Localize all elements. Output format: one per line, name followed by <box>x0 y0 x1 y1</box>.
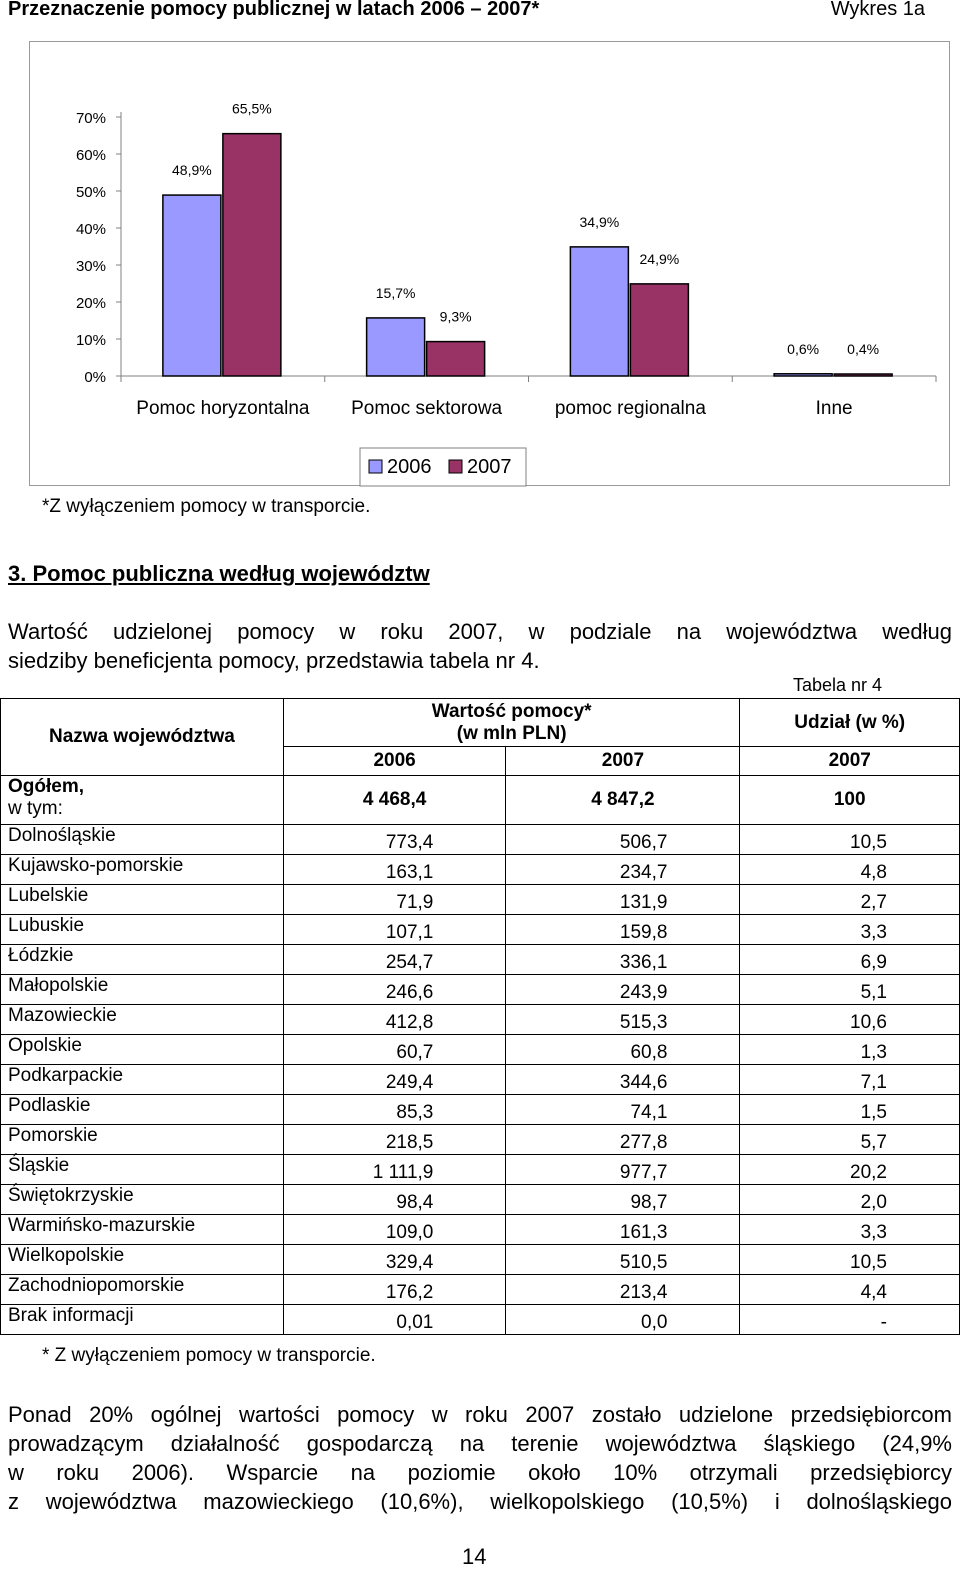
value-2007-cell: 161,3 <box>506 1215 740 1245</box>
header-aid-value <box>283 699 740 747</box>
paragraph-line: w roku 2006). Wsparcie na poziomie około 10% otrzymali przedsiębiorcy <box>8 1460 952 1485</box>
region-name-cell: Podkarpackie <box>1 1065 284 1095</box>
region-name-cell: Brak informacji <box>1 1305 284 1335</box>
region-name-cell: Warmińsko-mazurskie <box>1 1215 284 1245</box>
table-row <box>1 1215 960 1245</box>
share-cell: 5,7 <box>740 1125 960 1155</box>
value-2006-cell: 163,1 <box>283 855 506 885</box>
value-2007-cell: 159,8 <box>506 915 740 945</box>
value-2007-cell: 515,3 <box>506 1005 740 1035</box>
chart-title: Przeznaczenie pomocy publicznej w latach 2006 – 2007* <box>8 0 540 20</box>
value-2007-cell: 336,1 <box>506 945 740 975</box>
bar-2006 <box>163 195 221 376</box>
table-row <box>1 825 960 855</box>
bar-2007 <box>834 374 892 376</box>
value-2006-cell: 109,0 <box>283 1215 506 1245</box>
table-row <box>1 1095 960 1125</box>
value-2006-cell: 254,7 <box>283 945 506 975</box>
y-tick-label: 30% <box>75 258 106 275</box>
table-row <box>1 855 960 885</box>
paragraph-line: z województwa mazowieckiego (10,6%), wielkopolskiego (10,5%) i dolnośląskiego <box>8 1489 952 1514</box>
value-2006-cell: 218,5 <box>283 1125 506 1155</box>
bar-2007 <box>223 134 281 376</box>
share-cell: 3,3 <box>740 915 960 945</box>
region-name-cell: Lubelskie <box>1 885 284 915</box>
share-cell: 20,2 <box>740 1155 960 1185</box>
data-label: 48,9% <box>172 162 212 179</box>
value-2007-cell: 98,7 <box>506 1185 740 1215</box>
summary-paragraph <box>8 1400 952 1516</box>
share-cell: 1,5 <box>740 1095 960 1125</box>
region-name-cell: Kujawsko-pomorskie <box>1 855 284 885</box>
total-label: Ogółem, <box>8 776 85 797</box>
x-category-label: Pomoc sektorowa <box>351 398 503 419</box>
share-cell: 4,4 <box>740 1275 960 1305</box>
value-2007-cell: 60,8 <box>506 1035 740 1065</box>
value-2006-cell: 85,3 <box>283 1095 506 1125</box>
bar-2006 <box>570 247 628 376</box>
region-name-cell: Zachodniopomorskie <box>1 1275 284 1305</box>
table-row <box>1 1275 960 1305</box>
header-aid-value-line2: (w mln PLN) <box>456 722 567 744</box>
value-2007-cell: 977,7 <box>506 1155 740 1185</box>
region-name-cell: Wielkopolskie <box>1 1245 284 1275</box>
y-tick-label: 0% <box>84 369 106 386</box>
region-name-cell: Świętokrzyskie <box>1 1185 284 1215</box>
data-label: 15,7% <box>375 284 416 301</box>
data-label: 0,6% <box>787 340 820 357</box>
y-tick-label: 60% <box>75 147 106 164</box>
table-row <box>1 1035 960 1065</box>
region-aid-table <box>0 698 960 1335</box>
legend-swatch-2006 <box>369 460 382 473</box>
value-2007-cell: 243,9 <box>506 975 740 1005</box>
data-label: 24,9% <box>639 250 680 267</box>
paragraph-line: siedziby beneficjenta pomocy, przedstawia tabela nr 4. <box>8 648 540 673</box>
value-2007-cell: 510,5 <box>506 1245 740 1275</box>
table-row <box>1 1245 960 1275</box>
table-row <box>1 1005 960 1035</box>
chart-frame <box>29 41 950 486</box>
paragraph-line: Ponad 20% ogólnej wartości pomocy w roku 2007 zostało udzielone przedsiębiorcom <box>8 1402 952 1427</box>
table-row <box>1 945 960 975</box>
section-heading: 3. Pomoc publiczna według województw <box>8 561 430 586</box>
chart-footnote: *Z wyłączeniem pomocy w transporcie. <box>42 496 371 517</box>
share-cell: 3,3 <box>740 1215 960 1245</box>
x-category-label: Inne <box>815 398 853 419</box>
intro-paragraph <box>8 617 952 675</box>
share-cell: 1,3 <box>740 1035 960 1065</box>
total-name-cell <box>1 776 284 825</box>
value-2006-cell: 246,6 <box>283 975 506 1005</box>
bar-2007 <box>630 284 688 376</box>
y-tick-label: 50% <box>75 184 106 201</box>
region-name-cell: Mazowieckie <box>1 1005 284 1035</box>
value-2007-cell: 234,7 <box>506 855 740 885</box>
y-tick-label: 70% <box>75 110 106 127</box>
legend-label-2007: 2007 <box>467 456 512 478</box>
bar-2006 <box>774 374 832 376</box>
header-year-2007: 2007 <box>506 747 740 776</box>
region-name-cell: Śląskie <box>1 1155 284 1185</box>
bar-2006 <box>367 318 425 376</box>
value-2006-cell: 773,4 <box>283 825 506 855</box>
bar-chart <box>30 42 951 487</box>
total-sublabel: w tym: <box>8 798 63 819</box>
region-name-cell: Łódzkie <box>1 945 284 975</box>
table-row <box>1 915 960 945</box>
value-2006-cell: 71,9 <box>283 885 506 915</box>
table-row <box>1 1065 960 1095</box>
value-2006-cell: 329,4 <box>283 1245 506 1275</box>
y-tick-label: 40% <box>75 221 106 238</box>
table-row <box>1 1185 960 1215</box>
region-name-cell: Podlaskie <box>1 1095 284 1125</box>
value-2007-cell: 213,4 <box>506 1275 740 1305</box>
share-cell: 4,8 <box>740 855 960 885</box>
share-cell: 7,1 <box>740 1065 960 1095</box>
value-2006-cell: 176,2 <box>283 1275 506 1305</box>
data-label: 65,5% <box>232 100 272 117</box>
data-label: 0,4% <box>847 341 880 357</box>
table-row <box>1 1155 960 1185</box>
value-2006-cell: 0,01 <box>283 1305 506 1335</box>
table-row <box>1 885 960 915</box>
region-name-cell: Lubuskie <box>1 915 284 945</box>
y-tick-label: 20% <box>75 295 106 312</box>
region-name-cell: Małopolskie <box>1 975 284 1005</box>
header-share-year: 2007 <box>740 747 960 776</box>
share-cell: 10,5 <box>740 825 960 855</box>
chart-number: Wykres 1a <box>830 0 925 20</box>
share-cell: 2,7 <box>740 885 960 915</box>
data-label: 9,3% <box>439 308 472 325</box>
share-cell: 6,9 <box>740 945 960 975</box>
value-2007-cell: 506,7 <box>506 825 740 855</box>
value-2006-cell: 107,1 <box>283 915 506 945</box>
total-2006: 4 468,4 <box>283 776 506 825</box>
region-name-cell: Opolskie <box>1 1035 284 1065</box>
value-2006-cell: 1 111,9 <box>283 1155 506 1185</box>
x-category-label: Pomoc horyzontalna <box>136 398 310 419</box>
table-footnote: * Z wyłączeniem pomocy w transporcie. <box>42 1345 376 1366</box>
share-cell: - <box>740 1305 960 1335</box>
total-2007: 4 847,2 <box>506 776 740 825</box>
table-row <box>1 975 960 1005</box>
value-2007-cell: 74,1 <box>506 1095 740 1125</box>
value-2007-cell: 277,8 <box>506 1125 740 1155</box>
value-2007-cell: 131,9 <box>506 885 740 915</box>
header-year-2006: 2006 <box>283 747 506 776</box>
value-2006-cell: 412,8 <box>283 1005 506 1035</box>
table-row-total <box>1 776 960 825</box>
total-share: 100 <box>740 776 960 825</box>
value-2006-cell: 98,4 <box>283 1185 506 1215</box>
bar-2007 <box>427 342 485 376</box>
region-name-cell: Pomorskie <box>1 1125 284 1155</box>
value-2007-cell: 0,0 <box>506 1305 740 1335</box>
header-share: Udział (w %) <box>740 699 960 747</box>
table-row <box>1 1305 960 1335</box>
header-aid-value-line1: Wartość pomocy* <box>431 700 592 722</box>
legend-label-2006: 2006 <box>387 456 432 478</box>
x-category-label: pomoc regionalna <box>554 398 706 419</box>
paragraph-line: Wartość udzielonej pomocy w roku 2007, w podziale na województwa według <box>8 619 952 644</box>
y-tick-label: 10% <box>75 332 106 349</box>
page-number: 14 <box>462 1544 487 1569</box>
header-region-name: Nazwa województwa <box>1 699 284 776</box>
share-cell: 5,1 <box>740 975 960 1005</box>
share-cell: 10,5 <box>740 1245 960 1275</box>
share-cell: 10,6 <box>740 1005 960 1035</box>
value-2006-cell: 249,4 <box>283 1065 506 1095</box>
data-label: 34,9% <box>579 213 620 230</box>
value-2007-cell: 344,6 <box>506 1065 740 1095</box>
paragraph-line: prowadzącym działalność gospodarczą na terenie województwa śląskiego (24,9% <box>8 1431 952 1456</box>
table-row <box>1 1125 960 1155</box>
legend-swatch-2007 <box>449 460 462 473</box>
table-caption: Tabela nr 4 <box>793 675 883 695</box>
share-cell: 2,0 <box>740 1185 960 1215</box>
region-name-cell: Dolnośląskie <box>1 825 284 855</box>
value-2006-cell: 60,7 <box>283 1035 506 1065</box>
